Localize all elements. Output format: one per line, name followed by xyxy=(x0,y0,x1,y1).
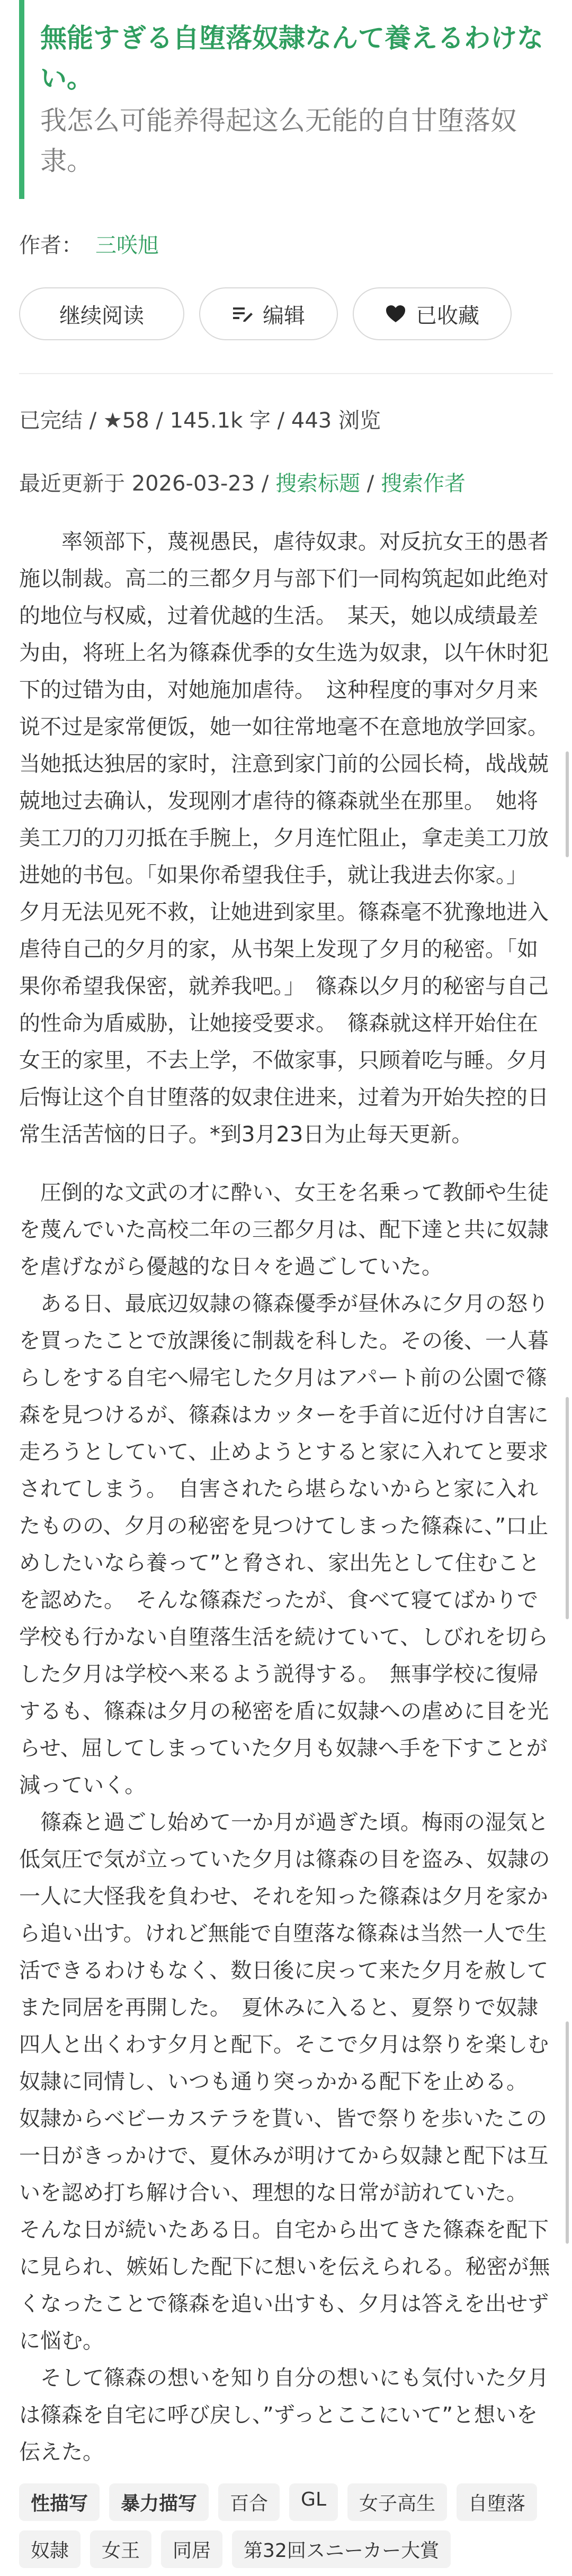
tag[interactable]: 性描写 xyxy=(19,2483,100,2521)
tag[interactable]: GL xyxy=(289,2483,338,2521)
stats-row xyxy=(19,404,553,434)
edit-list-icon xyxy=(232,305,253,322)
tag[interactable]: 奴隷 xyxy=(19,2530,81,2568)
stats-separator: / xyxy=(83,409,103,433)
description-paragraph: そして篠森の想いを知り自分の想いにも気付いた夕月は篠森を自宅に呼び戻し、”ずっとここにいて”と想いを伝えた。 xyxy=(19,2366,549,2464)
tag[interactable]: 女子高生 xyxy=(347,2483,447,2521)
search-author-link[interactable]: 搜索作者 xyxy=(381,471,466,496)
tag[interactable]: 同居 xyxy=(161,2530,222,2568)
tag[interactable]: 自堕落 xyxy=(457,2483,537,2521)
author-row xyxy=(19,229,553,259)
scrollbar-thumb[interactable] xyxy=(566,1397,569,1619)
tag[interactable]: 女王 xyxy=(90,2530,151,2568)
heart-icon xyxy=(385,304,406,323)
scrollbar-thumb[interactable] xyxy=(566,2021,569,2244)
char-count: 145.1k 字 xyxy=(169,409,271,433)
tag[interactable]: 第32回スニーカー大賞 xyxy=(232,2530,451,2568)
description-japanese xyxy=(19,1174,553,2471)
continue-reading-label: 继续阅读 xyxy=(59,303,144,328)
update-separator: / xyxy=(255,471,276,496)
continue-reading-button[interactable] xyxy=(19,287,184,340)
update-separator: / xyxy=(360,471,381,496)
update-row xyxy=(19,467,553,497)
favorite-button[interactable] xyxy=(353,287,512,340)
favorited-label: 已收藏 xyxy=(416,303,479,328)
last-updated: 最近更新于 2026-03-23 xyxy=(19,471,255,496)
edit-label: 编辑 xyxy=(263,303,305,328)
author-label: 作者： xyxy=(19,233,83,258)
status-text: 已完结 xyxy=(19,409,83,433)
stats-separator: / xyxy=(270,409,291,433)
title-japanese: 無能すぎる自堕落奴隷なんて養えるわけない。 xyxy=(40,23,543,94)
description-chinese: 率领部下，蔑视愚民，虐待奴隶。对反抗女王的愚者施以制裁。高二的三都夕月与部下们一同构筑起如此绝对的地位与权威，过着优越的生活。 某天，她以成绩最差为由，将班上名为篠森优季的女生选为奴隶，以午休时犯下的过错为由，对她施加虐待。 这种程度的事对夕月来说不过是家常便饭，她一如往常地毫不在意地放学回家。当她抵达独居的家时，注意到家门前的公园长椅，战战兢兢地过去确认，发现刚才虐待的篠森就坐在那里。 她将美工刀的刀刃抵在手腕上，夕月连忙阻止，拿走美工刀放进她的书包。「如果你希望我住手，就让我进去你家。」 夕月无法见死不救，让她进到家里。篠森毫不犹豫地进入虐待自己的夕月的家，从书架上发现了夕月的秘密。「如果你希望我保密，就养我吧。」 篠森以夕月的秘密与自己的性命为盾威胁，让她接受要求。 篠森就这样开始住在女王的家里，不去上学，不做家事，只顾着吃与睡。夕月后悔让这个自甘堕落的奴隶住进来，过着为开始失控的日常生活苦恼的日子。*到3月23日为止每天更新。 xyxy=(19,530,549,1147)
tag-list xyxy=(19,2483,553,2568)
title-block xyxy=(19,0,553,199)
star-count: ★58 xyxy=(103,409,149,433)
tag[interactable]: 暴力描写 xyxy=(109,2483,209,2521)
author-link[interactable]: 三咲旭 xyxy=(95,233,159,258)
description-paragraph: 篠森と過ごし始めて一か月が過ぎた頃。梅雨の湿気と低気圧で気が立っていた夕月は篠森の目を盗み、奴隷の一人に大怪我を負わせ、それを知った篠森は夕月を家から追い出す。けれど無能で自堕落な篠森は当然一人で生活できるわけもなく、数日後に戻って来た夕月を赦してまた同居を再開した。 夏休みに入ると、夏祭りで奴隷四人と出くわす夕月と配下。そこで夕月は祭りを楽しむ奴隷に同情し、いつも通り突っかかる配下を止める。 奴隷からベビーカステラを貰い、皆で祭りを歩いたこの一日がきっかけで、夏休みが明けてから奴隷と配下は互いを認め打ち解け合い、理想的な日常が訪れていた。 そんな日が続いたある日。自宅から出てきた篠森を配下に見られ、嫉妬した配下に想いを伝えられる。秘密が無くなったことで篠森を追い出すも、夕月は答えを出せずに悩む。 xyxy=(19,1810,550,2353)
description-paragraph: ある日、最底辺奴隷の篠森優季が昼休みに夕月の怒りを買ったことで放課後に制裁を科した。その後、一人暮らしをする自宅へ帰宅した夕月はアパート前の公園で篠森を見つけるが、篠森はカッターを手首に近付け自害に走ろうとしていて、止めようとすると家に入れてと要求されてしまう。 自害されたら堪らないからと家に入れたものの、夕月の秘密を見つけてしまった篠森に、”口止めしたいなら養って”と脅され、家出先として住むことを認めた。 そんな篠森だったが、食べて寝てばかりで学校も行かない自堕落生活を続けていて、しびれを切らした夕月は学校へ来るよう説得する。 無事学校に復帰するも、篠森は夕月の秘密を盾に奴隷への虐めに目を光らせ、屈してしまっていた夕月も奴隷へ手を下すことが減っていく。 xyxy=(19,1292,549,1798)
search-title-link[interactable]: 搜索标题 xyxy=(275,471,361,496)
view-count: 443 浏览 xyxy=(291,409,381,433)
description-paragraph: 圧倒的な文武の才に酔い、女王を名乗って教師や生徒を蔑んでいた高校二年の三都夕月は、配下達と共に奴隷を虐げながら優越的な日々を過ごしていた。 xyxy=(19,1181,549,1279)
divider xyxy=(19,373,553,374)
edit-button[interactable] xyxy=(199,287,338,340)
tag[interactable]: 百合 xyxy=(218,2483,280,2521)
stats-separator: / xyxy=(149,409,170,433)
action-buttons xyxy=(19,287,553,340)
title-chinese: 我怎么可能养得起这么无能的自甘堕落奴隶。 xyxy=(40,105,517,176)
scrollbar-thumb[interactable] xyxy=(566,751,569,857)
